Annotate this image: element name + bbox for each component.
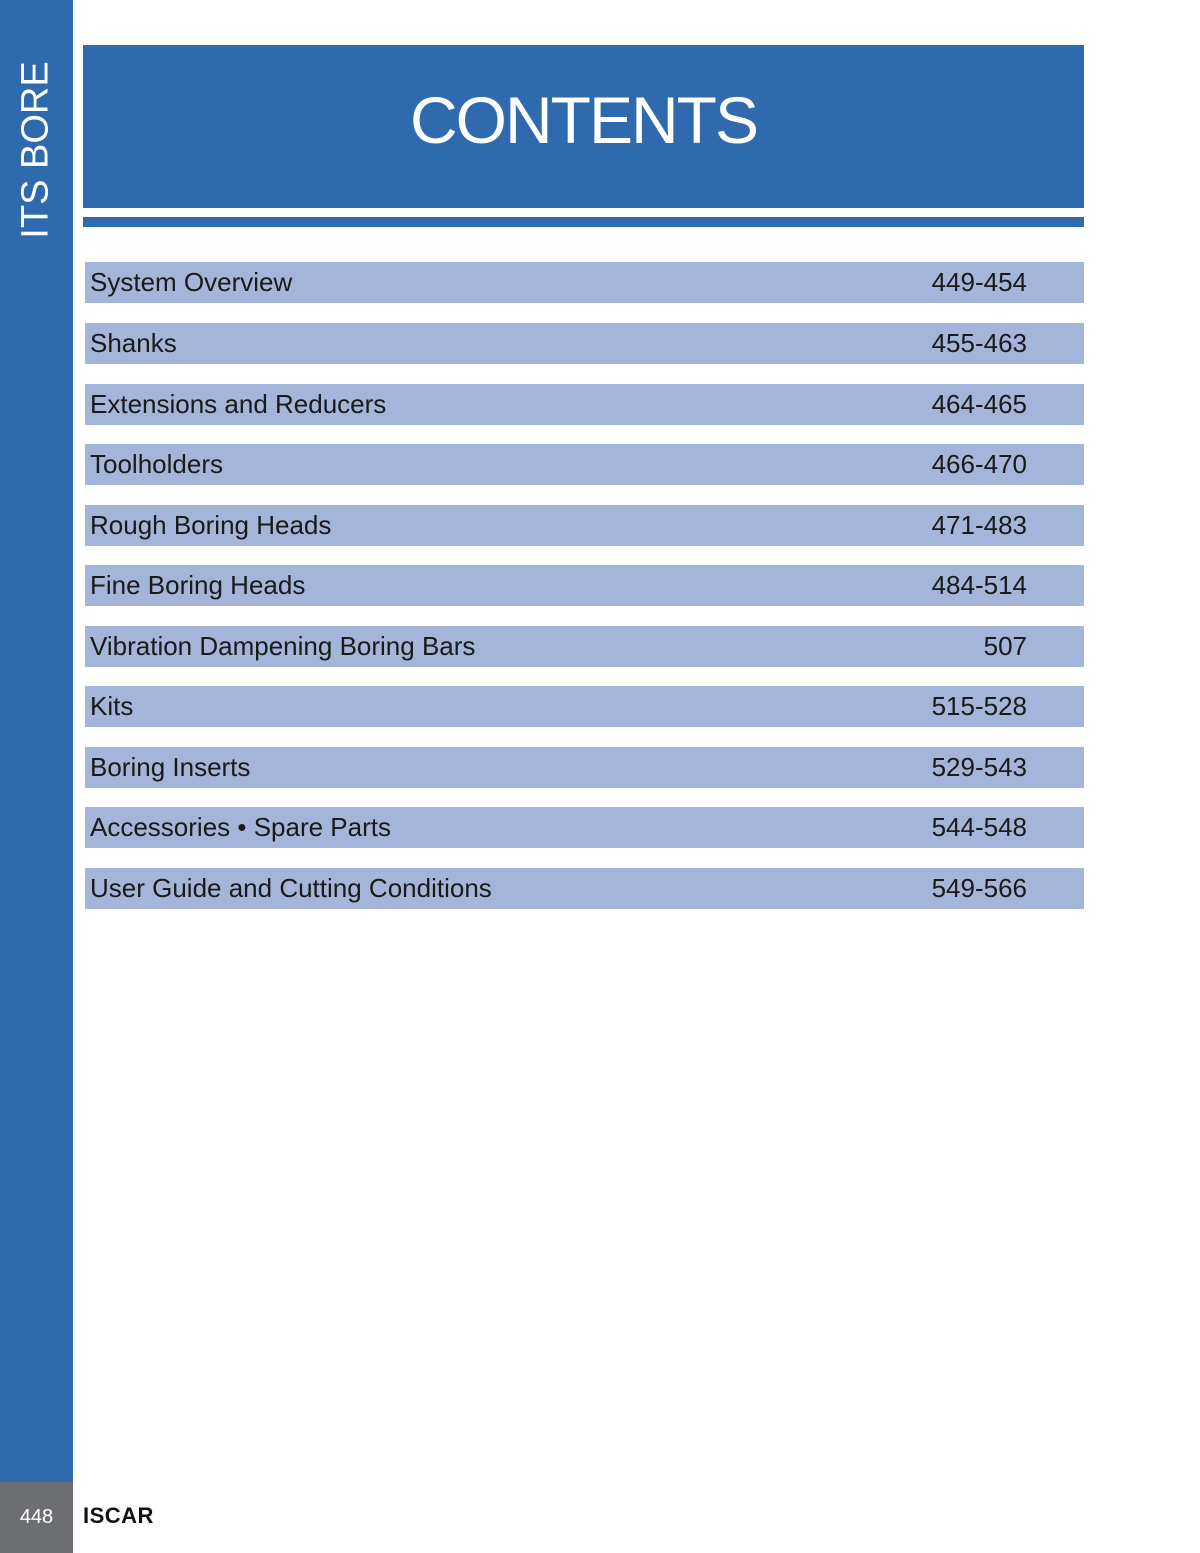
toc-row[interactable] bbox=[85, 807, 1084, 848]
side-tab bbox=[0, 0, 73, 1482]
side-tab-label: ITS BORE bbox=[14, 61, 57, 239]
toc-row[interactable] bbox=[85, 686, 1084, 727]
toc-title: Toolholders bbox=[90, 449, 223, 479]
toc-title: Shanks bbox=[90, 328, 177, 358]
toc-pages: 471-483 bbox=[931, 510, 1027, 540]
toc-row[interactable] bbox=[85, 565, 1084, 606]
toc-pages: 464-465 bbox=[931, 389, 1027, 419]
toc-row[interactable] bbox=[85, 626, 1084, 667]
toc-row[interactable] bbox=[85, 384, 1084, 425]
toc-pages: 529-543 bbox=[931, 752, 1027, 782]
toc-pages: 507 bbox=[983, 631, 1027, 661]
header-divider bbox=[83, 217, 1084, 227]
toc-pages: 455-463 bbox=[931, 328, 1027, 358]
toc-title: System Overview bbox=[90, 267, 293, 297]
toc-pages: 449-454 bbox=[931, 267, 1027, 297]
toc-pages: 466-470 bbox=[931, 449, 1027, 479]
contents-header bbox=[83, 45, 1084, 208]
toc-title: Accessories • Spare Parts bbox=[90, 812, 391, 842]
toc-pages: 549-566 bbox=[931, 873, 1027, 903]
toc-row[interactable] bbox=[85, 323, 1084, 364]
brand-logo: ISCAR bbox=[83, 1503, 154, 1528]
toc-title: Fine Boring Heads bbox=[90, 570, 306, 600]
toc-title: Extensions and Reducers bbox=[90, 389, 387, 419]
toc-pages: 484-514 bbox=[931, 570, 1027, 600]
toc-title: Vibration Dampening Boring Bars bbox=[90, 631, 476, 661]
toc-title: Rough Boring Heads bbox=[90, 510, 332, 540]
toc-title: Boring Inserts bbox=[90, 752, 251, 782]
toc-title: User Guide and Cutting Conditions bbox=[90, 873, 492, 903]
toc-row[interactable] bbox=[85, 868, 1084, 909]
page-title: CONTENTS bbox=[410, 82, 757, 157]
toc-row[interactable] bbox=[85, 262, 1084, 303]
toc-pages: 515-528 bbox=[931, 691, 1027, 721]
toc-row[interactable] bbox=[85, 444, 1084, 485]
toc-title: Kits bbox=[90, 691, 134, 721]
toc-pages: 544-548 bbox=[931, 812, 1027, 842]
toc-row[interactable] bbox=[85, 505, 1084, 546]
toc-row[interactable] bbox=[85, 747, 1084, 788]
page-number: 448 bbox=[0, 1482, 73, 1553]
